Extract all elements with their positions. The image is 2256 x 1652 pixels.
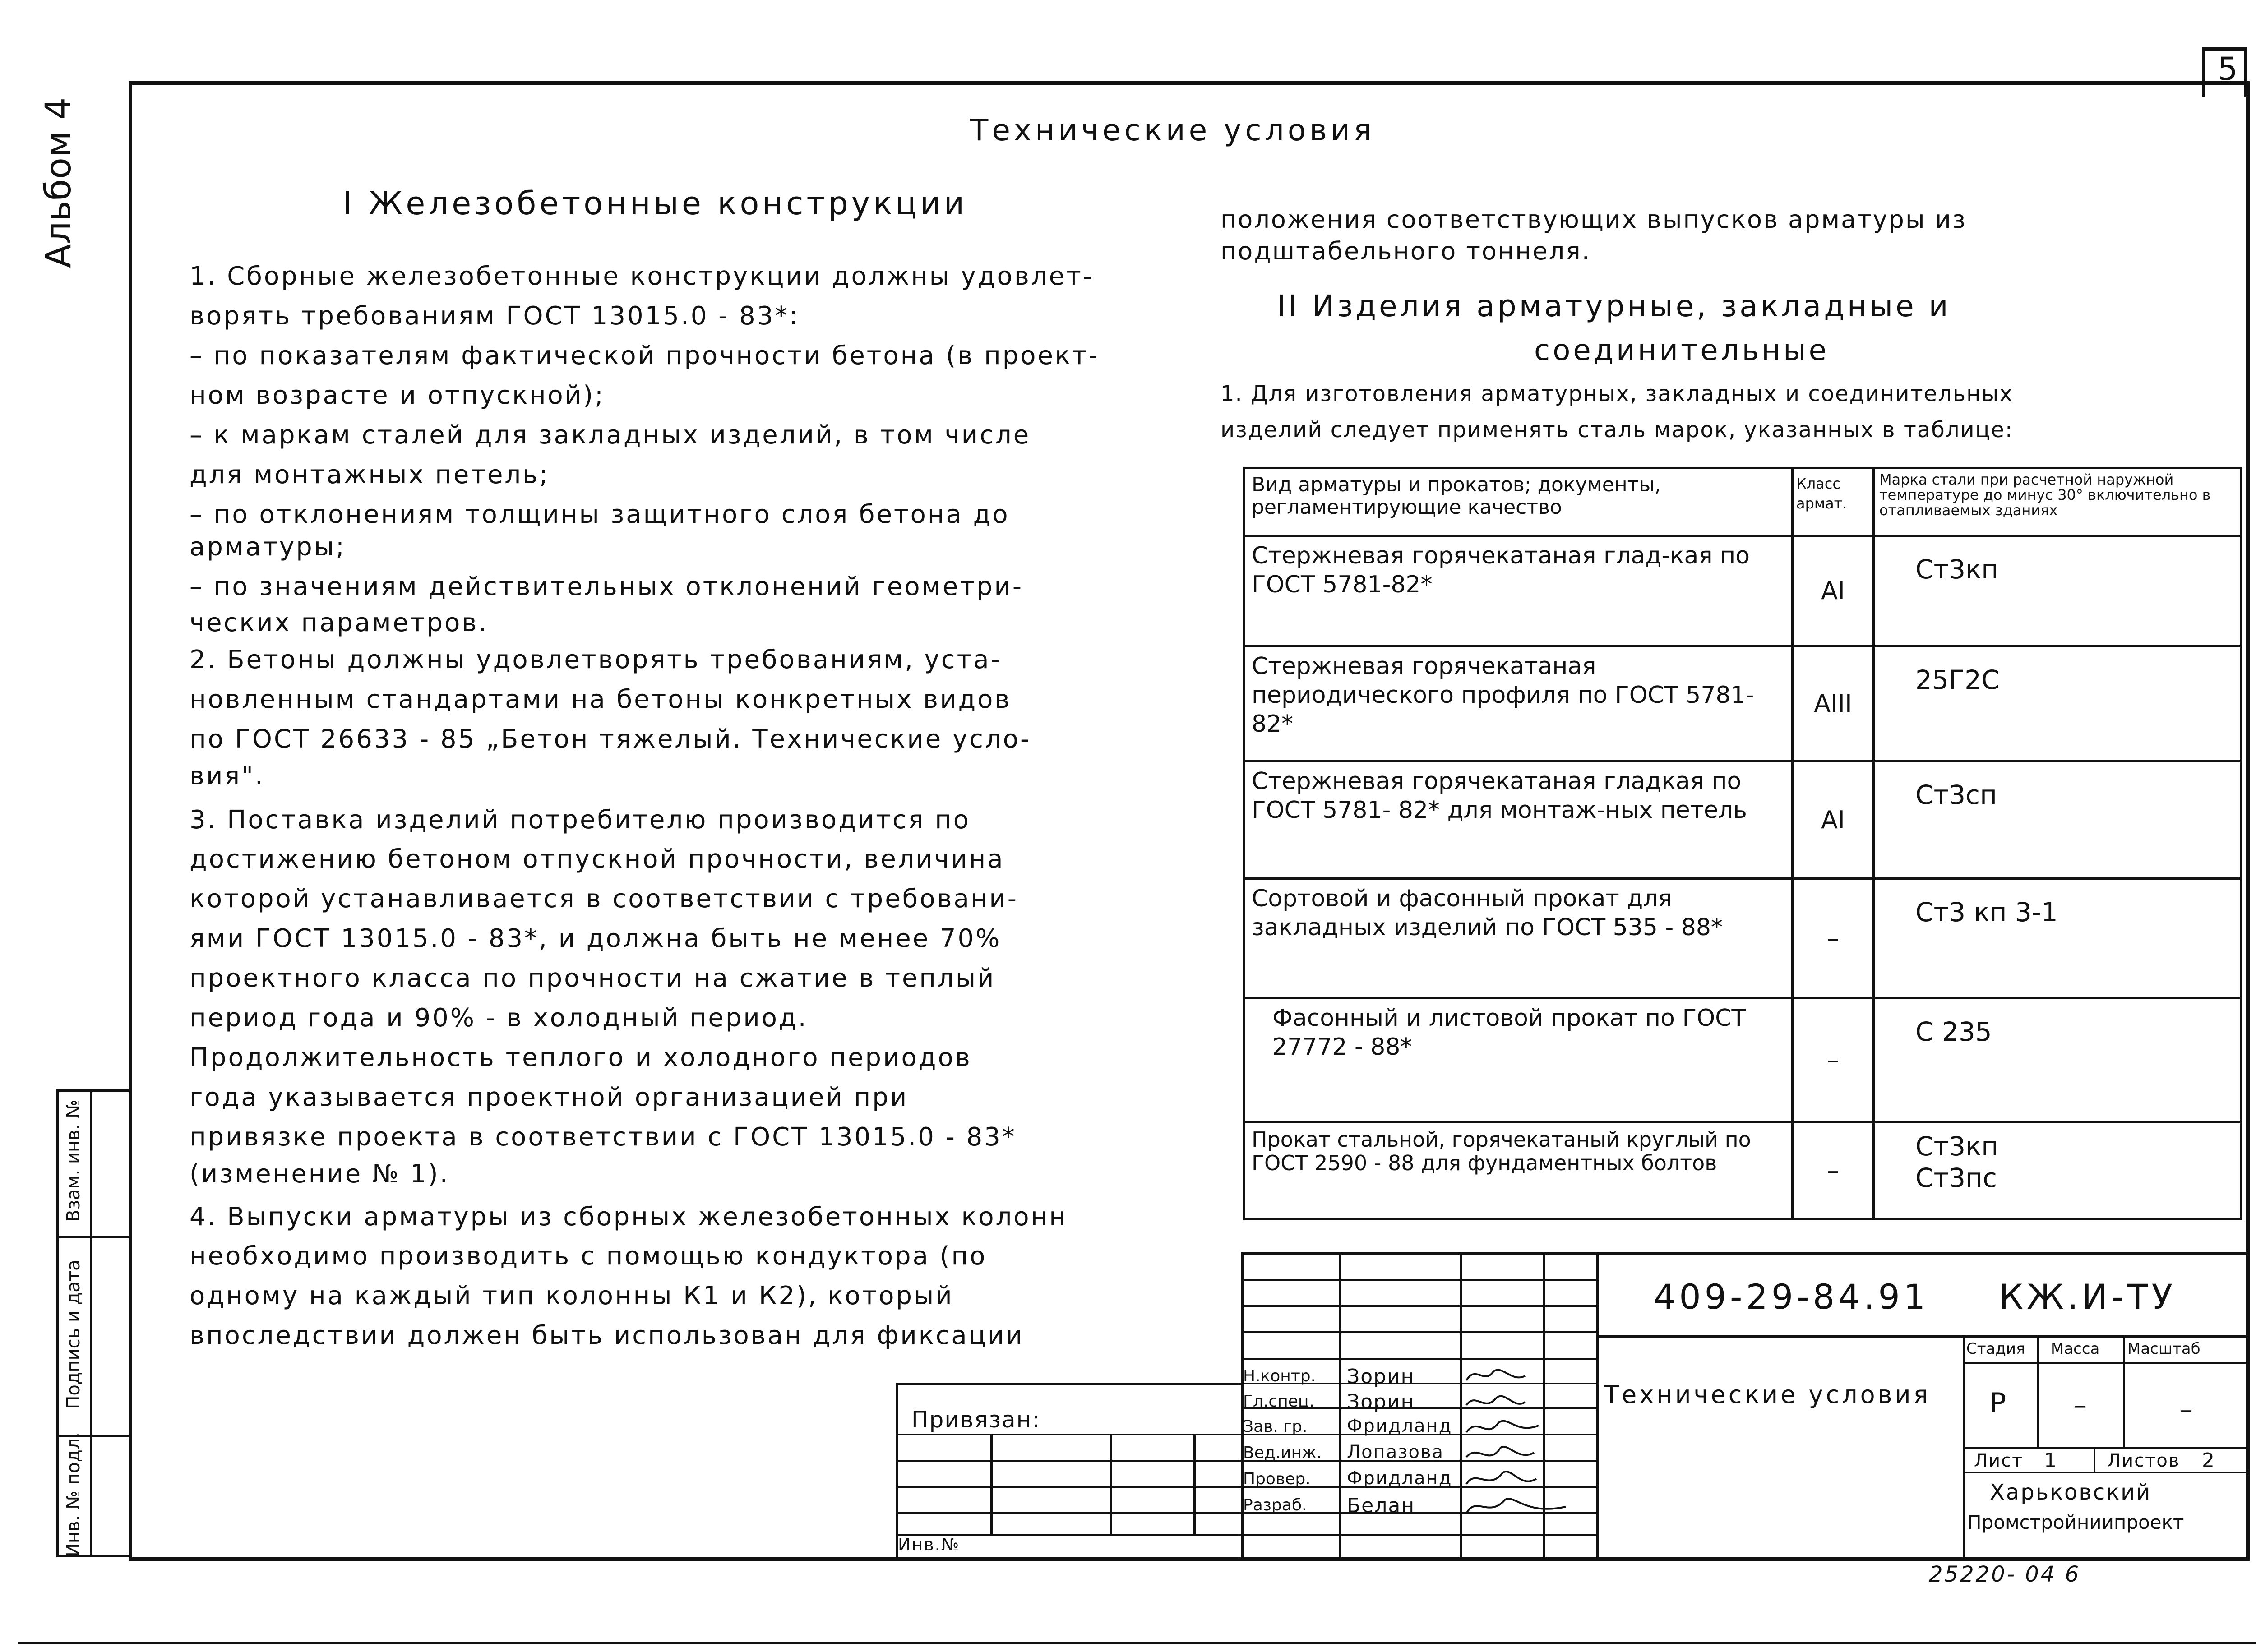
cell-grade: Ст3сп [1874,761,2242,879]
sig-name: Фридланд [1347,1468,1452,1489]
text-line: достижению бетоном отпускной прочности, величина [190,844,1005,874]
table-row [1244,761,2242,879]
document-mark: КЖ.И-ТУ [1999,1277,2176,1317]
binding-label: Привязан: [911,1407,1041,1433]
section1-heading: I Железобетонные конструкции [343,185,968,222]
scale-label: Масштаб [2127,1340,2201,1358]
table-row [1244,536,2242,646]
cell-class: AI [1793,536,1874,646]
text-line: ями ГОСТ 13015.0 - 83*, и должна быть не менее 70% [190,924,1002,953]
text-line: 1. Сборные железобетонные конструкции должны удовлет- [190,262,1094,291]
header-cell-class: Класс армат. [1793,468,1874,536]
table-header-row [1244,468,2242,536]
signature-scribbles [1462,1362,1597,1534]
cell-class: – [1793,1122,1874,1219]
page-title: Технические условия [970,113,1375,148]
sig-role: Вед.инж. [1243,1444,1322,1462]
sig-name: Лопазова [1347,1442,1444,1463]
text-line: впоследствии должен быть использован для фиксации [190,1321,1024,1350]
sig-role: Н.контр. [1243,1367,1316,1385]
cell-class: – [1793,879,1874,998]
sig-role: Гл.спец. [1243,1392,1314,1411]
sig-role: Зав. гр. [1243,1417,1308,1436]
text-line: (изменение № 1). [190,1159,450,1189]
album-label: Альбом 4 [38,97,79,268]
cell-type: Стержневая горячекатаная периодического профиля по ГОСТ 5781- 82* [1244,646,1793,761]
side-stamp-inv-orig: Инв. № подл. [63,1432,84,1557]
section2-heading-cont: соединительные [1534,334,1830,367]
header-cell-grade: Марка стали при расчетной наружной температуре до минус 30° включительно в отапливаемых зданиях [1874,468,2242,536]
page-baseline [18,1642,2256,1644]
text-line: арматуры; [190,532,346,562]
text-line: для монтажных петель; [190,460,550,489]
text-line: привязке проекта в соответствии с ГОСТ 13015.0 - 83* [190,1122,1017,1152]
text-line: – по показателям фактической прочности бетона (в проект- [190,341,1100,370]
cell-class: AIII [1793,646,1874,761]
sheet-value: 1 [2044,1449,2057,1472]
side-stamp-divider [90,1089,92,1557]
cell-grade: 25Г2С [1874,646,2242,761]
text-line: период года и 90% - в холодный период. [190,1003,808,1033]
continuation-line: положения соответствующих выпусков арматуры из [1220,205,1967,234]
sig-name: Зорин [1347,1390,1415,1413]
document-code: 409-29-84.91 [1654,1277,1929,1317]
table-row [1244,1122,2242,1219]
mass-value: – [2073,1389,2088,1421]
continuation-line: подштабельного тоннеля. [1220,237,1591,265]
text-line: вия". [190,761,265,791]
sheet-label: Лист [1974,1450,2024,1471]
text-line: – к маркам сталей для закладных изделий, в том числе [190,420,1031,450]
cell-type: Стержневая горячекатаная глад-кая по ГОСТ 5781-82* [1244,536,1793,646]
materials-table [1243,467,2242,1220]
cell-grade: С 235 [1874,998,2242,1122]
text-line: ном возрасте и отпускной); [190,381,605,410]
side-stamp-replace-inv: Взам. инв. № [63,1099,84,1222]
sheets-label: Листов [2107,1450,2180,1471]
sheets-value: 2 [2202,1449,2215,1472]
scale-value: – [2179,1394,2194,1426]
text-line: – по отклонениям толщины защитного слоя бетона до [190,500,1010,529]
text-line: по ГОСТ 26633 - 85 „Бетон тяжелый. Технические усло- [190,724,1031,754]
table-row [1244,646,2242,761]
text-line: которой устанавливается в соответствии с требовани- [190,884,1018,914]
cell-grade: Ст3 кп 3-1 [1874,879,2242,998]
side-stamp-sep1 [56,1236,132,1238]
section2-intro-line: изделий следует применять сталь марок, указанных в таблице: [1220,417,2014,443]
document-title: Технические условия [1604,1380,1931,1409]
cell-class: – [1793,998,1874,1122]
sig-name: Зорин [1347,1365,1415,1388]
cell-type: Фасонный и листовой прокат по ГОСТ 27772 - 88* [1244,998,1793,1122]
mass-label: Масса [2051,1340,2100,1358]
stage-label: Стадия [1966,1340,2025,1358]
cell-type: Стержневая горячекатаная гладкая по ГОСТ 5781- 82* для монтаж-ных петель [1244,761,1793,879]
sig-role: Разраб. [1243,1496,1307,1514]
stage-value: Р [1990,1387,2007,1419]
text-line: ворять требованиям ГОСТ 13015.0 - 83*: [190,301,800,331]
header-cell-type: Вид арматуры и прокатов; документы, регламентирующие качество [1244,468,1793,536]
text-line: ческих параметров. [190,608,489,637]
text-line: необходимо производить с помощью кондуктора (по [190,1241,987,1271]
text-line: 2. Бетоны должны удовлетворять требованиям, уста- [190,645,1002,674]
sig-name: Фридланд [1347,1416,1452,1436]
cell-grade: Ст3кп [1874,536,2242,646]
organization-line1: Харьковский [1990,1480,2152,1505]
table-row [1244,879,2242,998]
side-stamp-sign-date: Подпись и дата [63,1260,84,1409]
section2-intro-line: 1. Для изготовления арматурных, закладных и соединительных [1220,381,2013,406]
inventory-label: Инв.№ [898,1535,960,1555]
archive-code: 25220- 04 6 [1929,1562,2081,1587]
text-line: 3. Поставка изделий потребителю производится по [190,805,971,835]
section2-heading: II Изделия арматурные, закладные и [1277,289,1951,323]
organization-line2: Промстройниипроект [1967,1511,2184,1533]
sig-role: Провер. [1243,1470,1311,1488]
sig-name: Белан [1347,1494,1415,1517]
text-line: новленным стандартами на бетоны конкретных видов [190,685,1012,714]
table-row [1244,998,2242,1122]
text-line: 4. Выпуски арматуры из сборных железобетонных колонн [190,1202,1068,1232]
cell-type: Сортовой и фасонный прокат для закладных изделий по ГОСТ 535 - 88* [1244,879,1793,998]
text-line: – по значениям действительных отклонений геометри- [190,572,1024,601]
cell-type: Прокат стальной, горячекатаный круглый по ГОСТ 2590 - 88 для фундаментных болтов [1244,1122,1793,1219]
frame-top [129,81,2249,85]
text-line: одному на каждый тип колонны К1 и К2), который [190,1281,954,1311]
page-number: 5 [2218,51,2239,88]
text-line: Продолжительность теплого и холодного периодов [190,1043,972,1072]
cell-grade: Ст3кп Ст3пс [1874,1122,2242,1219]
text-line: проектного класса по прочности на сжатие в теплый [190,964,996,993]
text-line: года указывается проектной организацией при [190,1083,909,1112]
cell-class: AI [1793,761,1874,879]
